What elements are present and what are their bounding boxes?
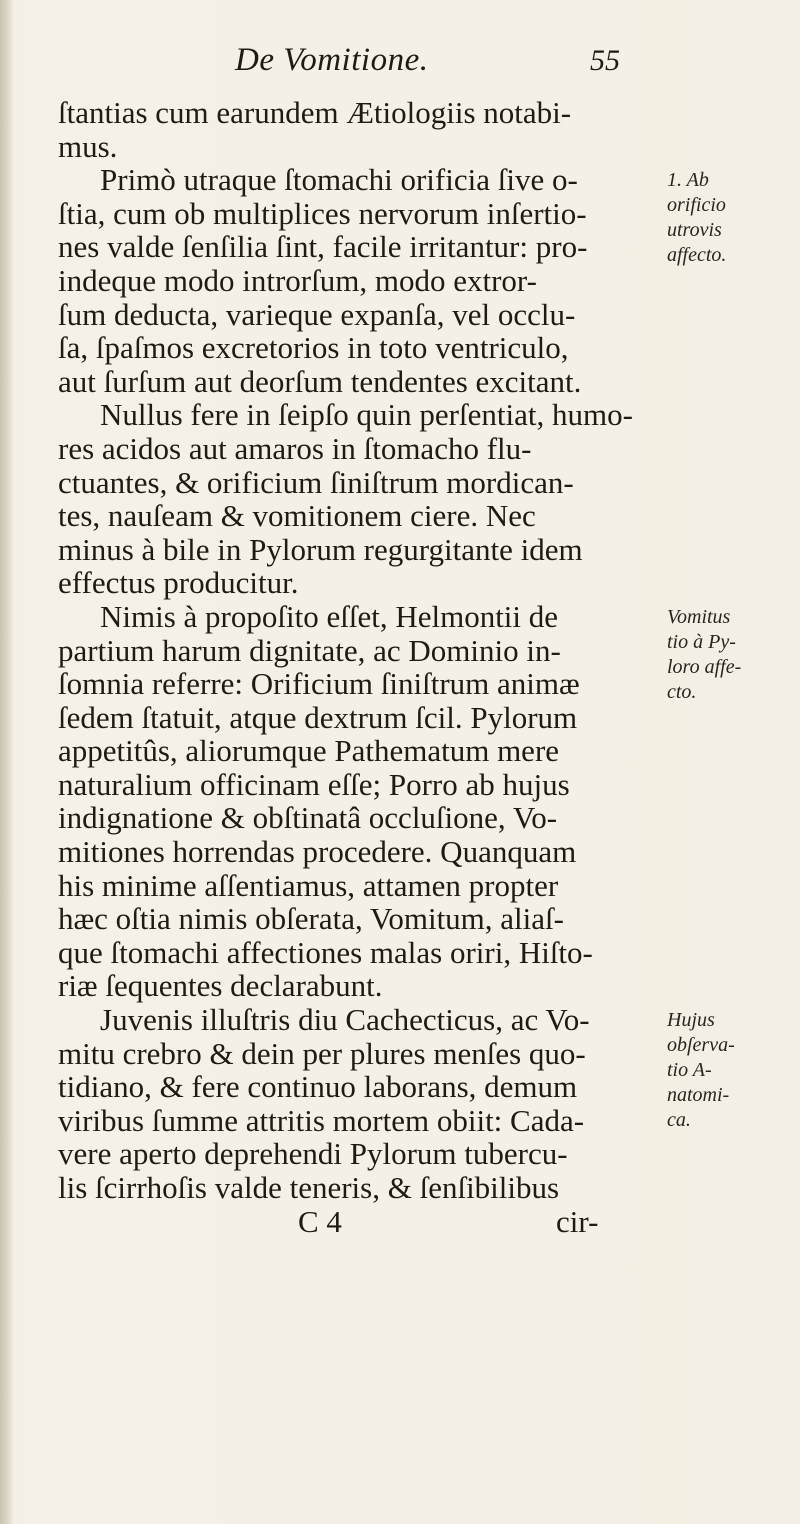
margin-notes: [667, 0, 797, 1524]
text-line: indignatione & obſtinatâ occluſione, Vo-: [58, 800, 558, 836]
text-line: vere aperto deprehendi Pylorum tubercu-: [58, 1136, 568, 1172]
text-line: Nimis à propoſito eſſet, Helmontii de: [100, 598, 559, 634]
body-text: [58, 96, 638, 1238]
margin-note-line: ca.: [667, 1109, 691, 1132]
margin-note-line: tio à Py-: [667, 631, 736, 653]
text-line: ſa, ſpaſmos excretorios in toto ventriculo,: [58, 330, 569, 366]
margin-note-line: tio A-: [667, 1059, 712, 1082]
margin-note-line: utrovis: [667, 219, 722, 242]
text-line: ctuantes, & orificium ſiniſtrum mordican-: [58, 464, 574, 500]
margin-note-line: affecto.: [667, 244, 727, 267]
text-line: appetitûs, aliorumque Pathematum mere: [58, 733, 560, 769]
text-line: mitiones horrendas procedere. Quanquam: [58, 834, 577, 870]
page-header: [60, 42, 620, 92]
text-line: Primò utraque ſtomachi orificia ſive o-: [100, 162, 578, 198]
text-line: ſtantias cum earundem Ætiologiis notabi-: [58, 95, 572, 130]
text-line: nes valde ſenſilia ſint, facile irritantur: pro-: [58, 229, 588, 265]
text-line: mus.: [58, 128, 118, 164]
margin-note-line: Vomitus: [667, 606, 731, 628]
text-line: aut ſurſum aut deorſum tendentes excitant.: [58, 363, 582, 399]
text-line: tes, nauſeam & vomitionem ciere. Nec: [58, 498, 536, 534]
running-title: De Vomitione.: [235, 42, 429, 78]
catchword: cir-: [556, 1203, 599, 1239]
text-line: his minime aſſentiamus, attamen propter: [58, 867, 559, 903]
text-line: effectus producitur.: [58, 565, 299, 601]
margin-note-line: cto.: [667, 681, 697, 703]
margin-note-line: loro affe-: [667, 656, 742, 678]
text-line: ſomnia referre: Orificium ſiniſtrum animæ: [58, 666, 580, 702]
text-line: ſedem ſtatuit, atque dextrum ſcil. Pylorum: [58, 699, 578, 735]
margin-note-line: orificio: [667, 194, 726, 217]
text-line: ſtia, cum ob multiplices nervorum inſertio-: [58, 195, 587, 231]
text-line: tidiano, & fere continuo laborans, demum: [58, 1069, 578, 1105]
margin-note-line: 1. Ab: [667, 169, 709, 192]
text-line: que ſtomachi affectiones malas oriri, Hiſto-: [58, 934, 593, 970]
text-line: partium harum dignitate, ac Dominio in-: [58, 632, 561, 668]
text-line: naturalium officinam eſſe; Porro ab hujus: [58, 766, 570, 802]
text-line: Nullus fere in ſeipſo quin perſentiat, humo-: [100, 397, 633, 433]
text-line: Juvenis illuſtris diu Cachecticus, ac Vo-: [100, 1002, 590, 1038]
margin-note-line: obſerva-: [667, 1034, 735, 1057]
margin-note-line: natomi-: [667, 1084, 730, 1107]
spine-shadow: [0, 0, 14, 1524]
text-line: ſum deducta, varieque expanſa, vel occlu-: [58, 296, 576, 332]
text-line: res acidos aut amaros in ſtomacho flu-: [58, 430, 532, 466]
signature-line: [58, 1205, 638, 1239]
text-line: minus à bile in Pylorum regurgitante idem: [58, 531, 583, 567]
signature-mark: C 4: [298, 1203, 342, 1239]
text-line: hæc oſtia nimis obſerata, Vomitum, aliaſ-: [58, 901, 564, 937]
text-line: viribus ſumme attritis mortem obiit: Cada-: [58, 1102, 585, 1138]
margin-note-line: Hujus: [667, 1009, 715, 1032]
text-line: indeque modo introrſum, modo extror-: [58, 262, 537, 298]
text-line: riæ ſequentes declarabunt.: [58, 968, 383, 1004]
text-line: mitu crebro & dein per plures menſes quo-: [58, 1035, 586, 1071]
text-line: lis ſcirrhoſis valde teneris, & ſenſibilibus: [58, 1170, 560, 1205]
page-number: 55: [590, 44, 620, 77]
